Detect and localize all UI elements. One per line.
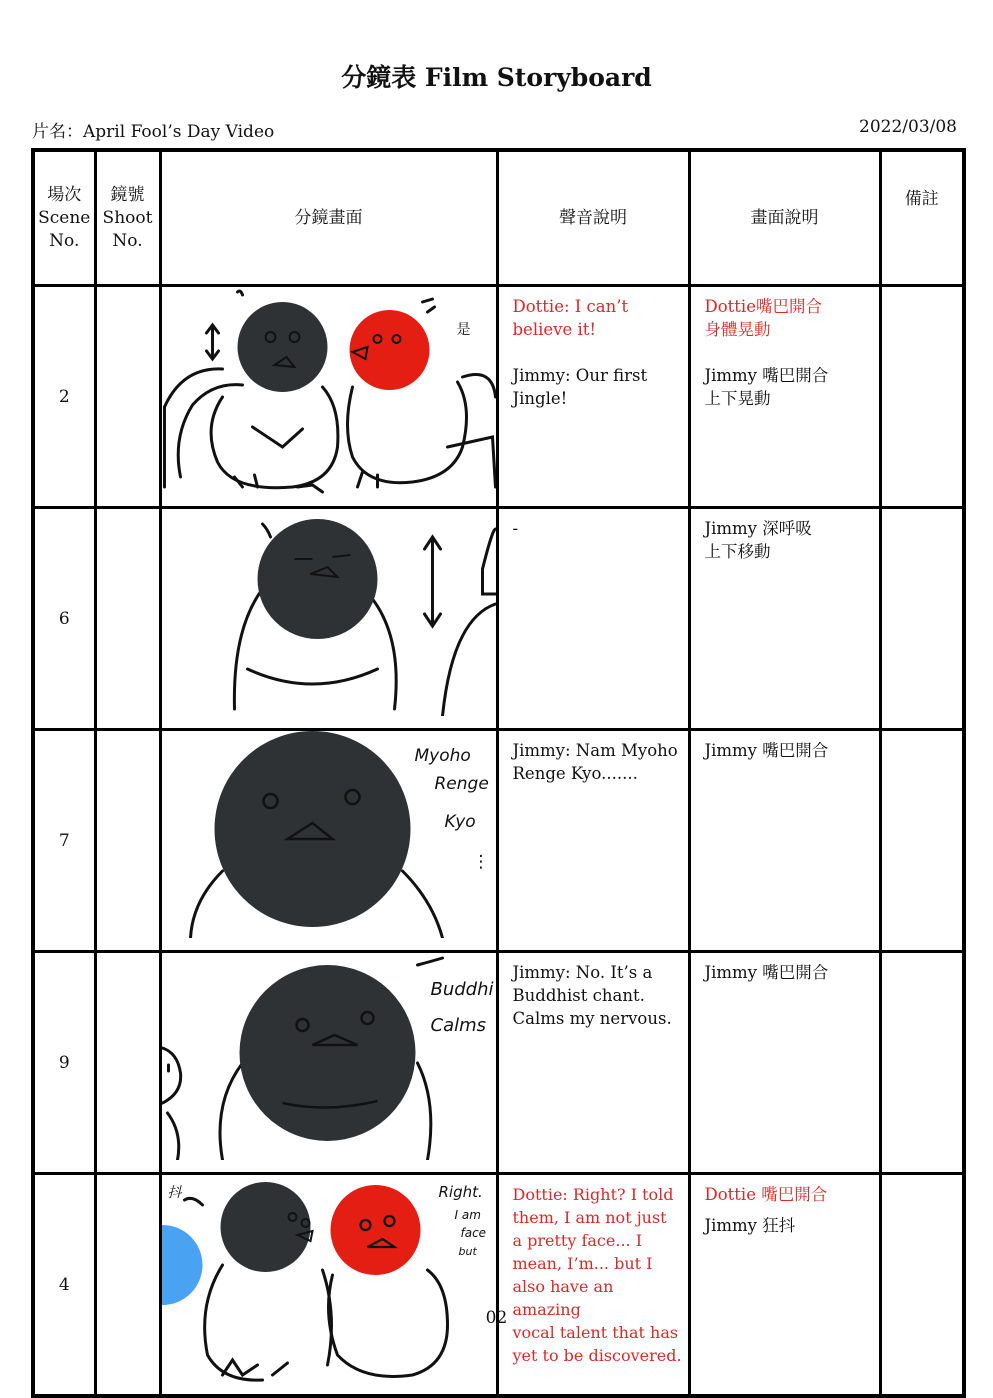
shoot-number <box>95 286 160 508</box>
jimmy-head <box>237 302 327 392</box>
sketch-annotation: face <box>460 1226 486 1240</box>
visual-line: Jimmy 深呼吸 上下移動 <box>704 519 812 561</box>
storyboard-sketch <box>162 953 496 1160</box>
visual-line: Dottie嘴巴開合 身體晃動 <box>704 297 822 339</box>
scene-number: 4 <box>33 1174 95 1397</box>
shoot-number <box>95 730 160 952</box>
visual-description <box>689 952 880 1174</box>
dottie-head <box>330 1185 420 1275</box>
scene-number: 7 <box>33 730 95 952</box>
table-row <box>33 286 964 508</box>
notes-cell <box>880 730 964 952</box>
header-visual: 畫面說明 <box>689 150 880 286</box>
page-number: 02 <box>485 1308 508 1328</box>
visual-line: Jimmy 嘴巴開合 <box>704 741 829 760</box>
storyboard-sketch <box>162 287 496 494</box>
audio-line: - <box>512 519 519 538</box>
storyboard-table <box>31 148 966 1398</box>
notes-cell <box>880 952 964 1174</box>
audio-line: Jimmy: Nam Myoho Renge Kyo....... <box>512 741 678 783</box>
storyboard-frame <box>160 508 497 730</box>
visual-description <box>689 286 880 508</box>
page-title: 分鏡表 Film Storyboard <box>341 63 652 92</box>
visual-line: Jimmy 狂抖 <box>704 1216 796 1235</box>
shoot-number <box>95 952 160 1174</box>
audio-line: Dottie: I can’t believe it! <box>512 297 629 339</box>
sketch-annotation: but <box>458 1245 477 1258</box>
sketch-annotation: Myoho <box>414 746 471 766</box>
sketch-annotation: Calms <box>430 1015 486 1036</box>
sketch-annotation: Renge <box>434 774 489 794</box>
header-audio: 聲音說明 <box>497 150 689 286</box>
storyboard-frame <box>160 730 497 952</box>
sketch-annotation: 抖 <box>167 1185 181 1201</box>
jimmy-head <box>239 965 415 1141</box>
storyboard-sketch <box>162 731 496 938</box>
header-storyboard: 分鏡畫面 <box>160 150 497 286</box>
audio-line: Jimmy: Our first Jingle! <box>512 366 648 408</box>
audio-line: Dottie: Right? I told them, I am not just a pretty face... I mean, I’m... but I also have an amazing vocal talent that has yet to be discovered. <box>512 1185 682 1365</box>
jimmy-head <box>214 731 410 927</box>
visual-line: Jimmy 嘴巴開合 <box>704 963 829 982</box>
table-row <box>33 508 964 730</box>
audio-line: Jimmy: No. It’s a Buddhist chant. Calms my nervous. <box>512 963 672 1028</box>
notes-cell <box>880 286 964 508</box>
storyboard-sketch <box>162 1175 496 1382</box>
table-row <box>33 952 964 1174</box>
table-row <box>33 730 964 952</box>
sketch-annotation: ⋮ <box>472 852 489 872</box>
header-shoot: 鏡號 Shoot No. <box>95 150 160 286</box>
table-header-row <box>33 150 964 286</box>
film-name: 片名：April Fool’s Day Video <box>32 122 275 142</box>
sketch-annotation: Kyo <box>444 812 476 832</box>
table-row <box>33 1174 964 1397</box>
scene-number: 9 <box>33 952 95 1174</box>
visual-description <box>689 1174 880 1397</box>
storyboard-frame <box>160 952 497 1174</box>
audio-description <box>497 952 689 1174</box>
audio-description <box>497 730 689 952</box>
storyboard-sketch <box>162 509 496 716</box>
storyboard-frame <box>160 1174 497 1397</box>
sketch-annotation: I am <box>454 1208 481 1222</box>
notes-cell <box>880 508 964 730</box>
shoot-number <box>95 508 160 730</box>
notes-cell <box>880 1174 964 1397</box>
document-date: 2022/03/08 <box>859 117 957 137</box>
visual-line: Jimmy 嘴巴開合 上下晃動 <box>704 366 829 408</box>
visual-line: Dottie 嘴巴開合 <box>704 1185 828 1204</box>
jimmy-head <box>257 519 377 639</box>
scene-number: 6 <box>33 508 95 730</box>
header-notes: 備註 <box>880 150 964 286</box>
audio-description <box>497 286 689 508</box>
visual-description <box>689 730 880 952</box>
scene-number: 2 <box>33 286 95 508</box>
audio-description <box>497 1174 689 1397</box>
shoot-number <box>95 1174 160 1397</box>
header-scene: 場次 Scene No. <box>33 150 95 286</box>
audio-description <box>497 508 689 730</box>
sketch-annotation: Right. <box>438 1183 483 1201</box>
storyboard-frame <box>160 286 497 508</box>
visual-description <box>689 508 880 730</box>
sketch-annotation: Buddhi <box>430 979 494 1000</box>
blue-character <box>162 1225 203 1305</box>
jimmy-head <box>220 1182 310 1272</box>
sketch-annotation: 是 <box>456 322 470 338</box>
